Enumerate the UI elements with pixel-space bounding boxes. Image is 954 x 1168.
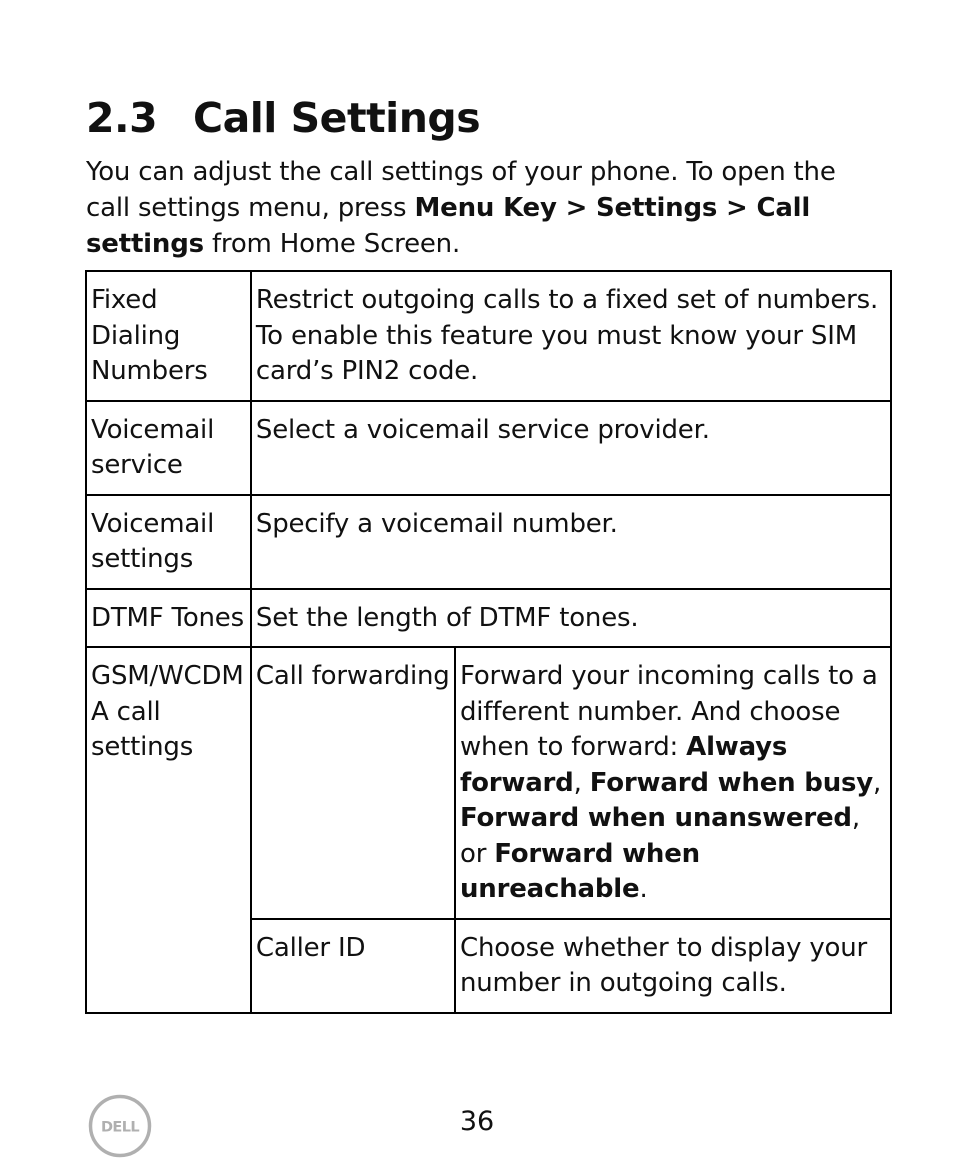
table-row	[86, 589, 891, 648]
section-title: Call Settings	[193, 94, 481, 142]
intro-menu-path: Menu Key > Settings > Call settings	[86, 193, 811, 259]
call-settings-table	[85, 270, 892, 1014]
setting-name: DTMF Tones	[86, 589, 251, 648]
intro-text: You can adjust the call settings of your phone. To open the call settings menu, press	[86, 157, 836, 223]
forwarding-option: Always forward	[459, 732, 788, 798]
table-row	[86, 401, 891, 495]
intro-paragraph	[86, 154, 886, 262]
setting-description: Select a voicemail service provider.	[251, 401, 891, 495]
sub-setting-name: Caller ID	[251, 919, 455, 1013]
sub-setting-description	[455, 647, 891, 919]
separator: ,	[573, 767, 590, 798]
table-row	[86, 271, 891, 401]
setting-name: Voicemail service	[86, 401, 251, 495]
logo-text: DELL	[100, 1119, 140, 1136]
separator: , or	[459, 803, 860, 869]
table-row	[86, 495, 891, 589]
forwarding-option: Forward when unanswered	[459, 803, 852, 833]
table-row	[86, 647, 891, 919]
setting-group-name: GSM/WCDMA call settings	[86, 647, 251, 1013]
setting-description: Specify a voicemail number.	[251, 495, 891, 589]
sub-setting-description: Choose whether to display your number in outgoing calls.	[455, 919, 891, 1013]
separator: ,	[873, 767, 882, 798]
sub-setting-name: Call forwarding	[251, 647, 455, 919]
setting-description: Set the length of DTMF tones.	[251, 589, 891, 648]
period: .	[639, 874, 648, 904]
setting-name: Voicemail settings	[86, 495, 251, 589]
intro-text-end: from Home Screen.	[203, 229, 461, 259]
page-number: 36	[459, 1106, 495, 1137]
section-heading	[86, 92, 480, 144]
forwarding-option: Forward when unreachable	[459, 838, 700, 904]
forwarding-intro: Forward your incoming calls to a different number. And choose when to forward:	[459, 661, 878, 762]
forwarding-option: Forward when busy	[589, 767, 874, 798]
setting-name: Fixed Dialing Numbers	[86, 271, 251, 401]
setting-description: Restrict outgoing calls to a fixed set of numbers. To enable this feature you must know your SIM card’s PIN2 code.	[251, 271, 891, 401]
section-number: 2.3	[86, 94, 158, 142]
